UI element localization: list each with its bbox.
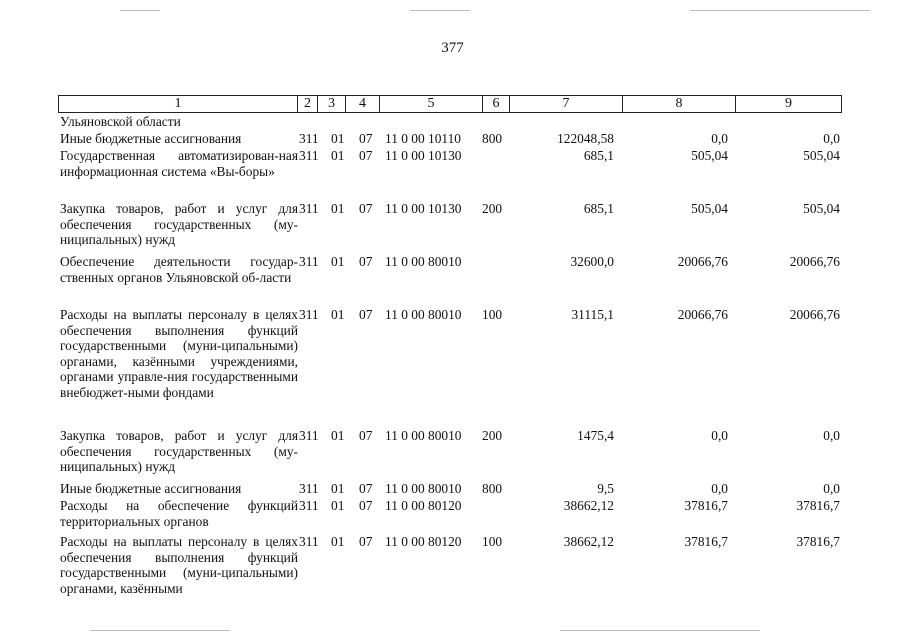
row-name: Закупка товаров, работ и услуг для обеспечения государственных (му-ниципальных) нужд [60,201,298,248]
row-col-8: 0,0 [711,131,728,146]
row-col-7: 31115,1 [571,307,614,322]
row-col-2: 311 [299,201,319,216]
row-col-9: 37816,7 [796,534,840,549]
row-col-2: 311 [299,254,319,269]
row-col-7: 1475,4 [577,428,614,443]
row-col-6: 200 [482,201,503,216]
row-col-2: 311 [299,534,319,549]
header-col-2: 2 [297,96,317,112]
row-col-6: 200 [482,428,503,443]
page-number: 377 [441,40,464,56]
row-col-4: 07 [359,254,373,269]
row-col-4: 07 [359,498,373,513]
row-col-4: 07 [359,307,373,322]
header-col-8: 8 [622,96,735,112]
header-col-1: 1 [174,96,182,111]
row-col-7: 38662,12 [563,498,614,513]
row-col-2: 311 [299,428,319,443]
row-col-2: 311 [299,481,319,496]
row-col-7: 38662,12 [563,534,614,549]
row-col-5: 11 0 00 80010 [385,481,462,496]
row-col-9: 505,04 [803,201,840,216]
row-col-4: 07 [359,131,373,146]
row-col-8: 37816,7 [684,498,728,513]
row-col-3: 01 [331,201,345,216]
row-col-2: 311 [299,131,319,146]
row-name: Иные бюджетные ассигнования [60,481,242,496]
row-col-3: 01 [331,131,345,146]
row-col-9: 20066,76 [789,307,840,322]
row-col-8: 0,0 [711,481,728,496]
row-col-8: 505,04 [691,201,728,216]
row-col-9: 0,0 [823,481,840,496]
row-col-6: 800 [482,131,503,146]
row-col-9: 0,0 [823,131,840,146]
row-col-6: 100 [482,534,503,549]
row-col-4: 07 [359,201,373,216]
row-col-7: 685,1 [583,201,614,216]
row-col-5: 11 0 00 80120 [385,534,462,549]
row-col-9: 505,04 [803,148,840,163]
row-name: Расходы на выплаты персоналу в целях обеспечения выполнения функций государственными (муни-ципальными) органами, казёнными [60,534,298,596]
row-col-5: 11 0 00 80010 [385,428,462,443]
row-col-8: 20066,76 [677,307,728,322]
row-col-6: 100 [482,307,503,322]
header-col-4: 4 [345,96,379,112]
row-col-9: 37816,7 [796,498,840,513]
row-col-4: 07 [359,534,373,549]
row-col-4: 07 [359,481,373,496]
row-col-7: 685,1 [583,148,614,163]
row-col-2: 311 [299,307,319,322]
table-header [58,95,842,113]
row-col-9: 0,0 [823,428,840,443]
row-name: Обеспечение деятельности государ-ственных органов Ульяновской об-ласти [60,254,298,285]
row-col-2: 311 [299,498,319,513]
header-col-6: 6 [482,96,509,112]
row-col-9: 20066,76 [789,254,840,269]
row-name: Ульяновской области [60,114,181,129]
row-col-5: 11 0 00 80010 [385,254,462,269]
row-col-5: 11 0 00 80120 [385,498,462,513]
row-col-8: 0,0 [711,428,728,443]
row-col-3: 01 [331,428,345,443]
row-col-6: 800 [482,481,503,496]
row-col-4: 07 [359,428,373,443]
row-col-3: 01 [331,254,345,269]
row-name: Закупка товаров, работ и услуг для обеспечения государственных (му-ниципальных) нужд [60,428,298,475]
row-col-3: 01 [331,148,345,163]
row-col-8: 20066,76 [677,254,728,269]
header-col-3: 3 [317,96,345,112]
header-col-9: 9 [735,96,841,112]
row-col-5: 11 0 00 10130 [385,201,462,216]
row-col-8: 505,04 [691,148,728,163]
row-col-7: 122048,58 [557,131,614,146]
row-name: Расходы на выплаты персоналу в целях обеспечения выполнения функций государственными (муни-ципальными) органами, казёнными учреждениями, органами управле-ния государственными внебюджет-ными фондами [60,307,298,400]
row-col-2: 311 [299,148,319,163]
row-col-8: 37816,7 [684,534,728,549]
row-col-3: 01 [331,534,345,549]
row-name: Государственная автоматизирован-ная информационная система «Вы-боры» [60,148,298,179]
row-col-5: 11 0 00 10110 [385,131,462,146]
row-name: Иные бюджетные ассигнования [60,131,242,146]
row-col-5: 11 0 00 10130 [385,148,462,163]
header-col-7: 7 [509,96,622,112]
row-col-3: 01 [331,481,345,496]
row-name: Расходы на обеспечение функций территориальных органов [60,498,298,529]
row-col-4: 07 [359,148,373,163]
row-col-5: 11 0 00 80010 [385,307,462,322]
row-col-3: 01 [331,307,345,322]
header-col-5: 5 [379,96,482,112]
row-col-3: 01 [331,498,345,513]
row-col-7: 9,5 [597,481,614,496]
row-col-7: 32600,0 [570,254,614,269]
